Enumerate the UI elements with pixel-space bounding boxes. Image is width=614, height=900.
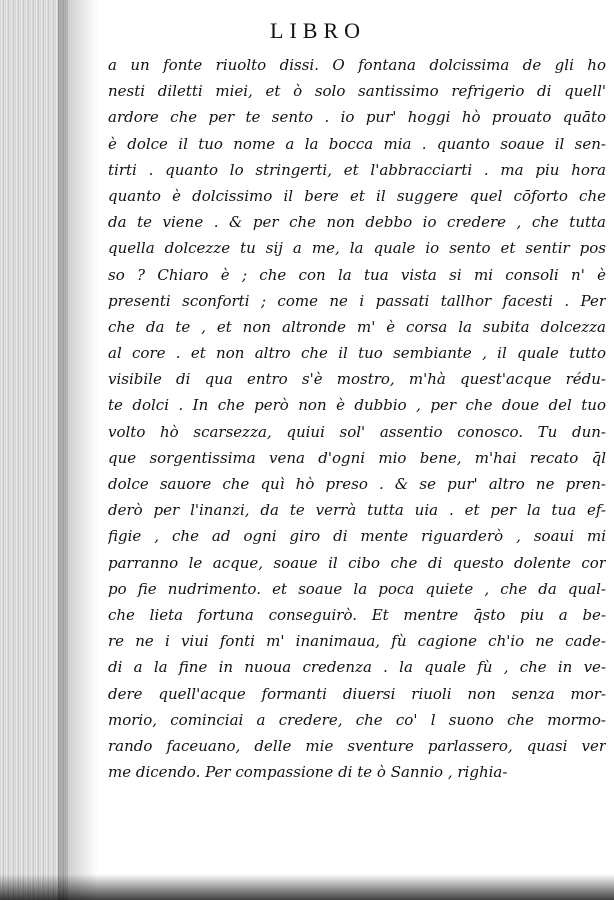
text-line: derò per l'inanzi, da te verrà tutta uia . et per la tua ef-	[108, 501, 606, 520]
text-line: dere quell'acque formanti diuersi riuoli non senza mor-	[108, 684, 606, 703]
text-line: que sorgentissima vena d'ogni mio bene, m'hai recato q̄l	[108, 448, 606, 467]
text-line: dolce sauore che quì hò preso . & se pur' altro ne pren-	[108, 475, 606, 493]
text-line: nesti diletti miei, et ò solo santissimo refrigerio di quell'	[108, 82, 606, 101]
text-line: che da te , et non altronde m' è corsa la subita dolcezza	[108, 317, 606, 336]
text-line: visibile di qua entro s'è mostro, m'hà quest'acque rédu-	[108, 370, 606, 389]
text-line: a un fonte riuolto dissi. O fontana dolcissima de gli ho	[108, 56, 606, 74]
text-line: quanto è dolcissimo il bere et il suggere quel cōforto che	[108, 186, 606, 205]
text-line: di a la fine in nuoua credenza . la quale fù , che in ve-	[108, 658, 606, 677]
text-line: figie , che ad ogni giro di mente riguarderò , soaui mi	[108, 527, 606, 546]
text-line: me dicendo. Per compassione di te ò Sannio , righia-	[108, 763, 508, 782]
text-line: ardore che per te sento . io pur' hoggi hò prouato quāto	[108, 108, 606, 127]
text-line: volto hò scarsezza, quiui sol' assentio conosco. Tu dun-	[108, 422, 606, 441]
text-line: parranno le acque, soaue il cibo che di questo dolente cor	[108, 553, 606, 572]
text-line: tirti . quanto lo stringerti, et l'abbracciarti . ma piu hora	[108, 160, 606, 179]
text-line: è dolce il tuo nome a la bocca mia . quanto soaue il sen-	[108, 134, 606, 153]
text-block	[108, 52, 606, 785]
text-line: che lieta fortuna conseguirò. Et mentre q̄sto piu a be-	[108, 605, 606, 624]
bottom-shadow	[0, 874, 614, 900]
text-line: te dolci . In che però non è dubbio , per che doue del tuo	[108, 396, 606, 415]
text-line: presenti sconforti ; come ne i passati tallhor facesti . Per	[108, 291, 606, 310]
text-line: al core . et non altro che il tuo sembiante , il quale tutto	[108, 344, 606, 363]
text-line: da te viene . & per che non debbo io credere , che tutta	[108, 213, 606, 232]
spine-shadow	[58, 0, 98, 900]
text-line: re ne i viui fonti m' inanimaua, fù cagione ch'io ne cade-	[108, 632, 606, 651]
running-head: LIBRO	[270, 18, 366, 43]
text-line: quella dolcezze tu sij a me, la quale io sento et sentir pos	[108, 239, 606, 258]
text-line: so ? Chiaro è ; che con la tua vista si mi consoli n' è	[108, 265, 606, 284]
text-line: po fie nudrimento. et soaue la poca quiete , che da qual-	[108, 579, 606, 598]
text-line: morio, cominciai a credere, che co' l suono che mormo-	[108, 710, 606, 729]
text-line: rando faceuano, delle mie sventure parlassero, quasi ver	[108, 736, 606, 755]
